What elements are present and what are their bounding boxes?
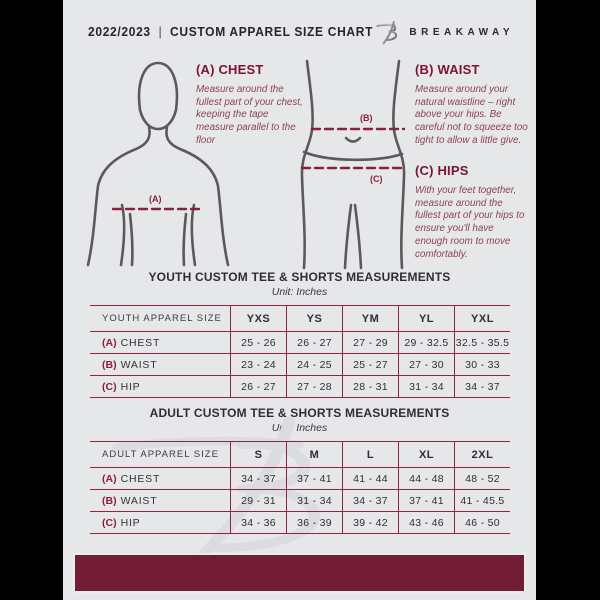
size-chart-page [63,0,536,600]
size-column-header: XL [398,441,454,467]
row-label-text: HIP [120,516,141,529]
adult-table-unit: Unit: Inches [271,422,328,434]
hips-line-label: (C) [370,174,383,184]
measurement-value: 27 - 28 [286,375,342,397]
chest-instruction-body: Measure around the fullest part of your chest, keeping the tape measure parallel to the floor [196,84,303,146]
measurement-value: 26 - 27 [230,375,286,397]
hips-instruction-heading: (C) HIPS [415,163,469,178]
size-column-header: YXL [454,305,510,331]
measurement-value: 37 - 41 [398,489,454,511]
hips-instruction [415,163,529,261]
row-label-text: WAIST [120,494,158,507]
measurement-value: 34 - 36 [230,511,286,533]
row-label [90,353,230,375]
row-label-text: HIP [120,380,141,393]
measurement-value: 34 - 37 [230,467,286,489]
chest-line-label: (A) [149,194,162,204]
size-column-header: S [230,441,286,467]
youth-size-col-header: YOUTH APPAREL SIZE [90,305,230,331]
youth-table-title: YOUTH CUSTOM TEE & SHORTS MEASUREMENTS [148,270,451,284]
measurement-value: 46 - 50 [454,511,510,533]
waist-line-label: (B) [360,113,373,123]
measurement-value: 31 - 34 [286,489,342,511]
adult-table-title: ADULT CUSTOM TEE & SHORTS MEASUREMENTS [149,406,450,420]
measurement-value: 34 - 37 [342,489,398,511]
measurement-value: 41 - 44 [342,467,398,489]
row-label-text: CHEST [120,472,161,485]
measurement-value: 25 - 26 [230,331,286,353]
measurement-value: 23 - 24 [230,353,286,375]
measurement-value: 26 - 27 [286,331,342,353]
page-title [88,24,373,39]
lower-body-figure-icon [288,58,418,270]
size-column-header: YS [286,305,342,331]
row-label [90,489,230,511]
row-label [90,467,230,489]
measurement-value: 25 - 27 [342,353,398,375]
brand-lockup [375,19,514,46]
measurement-value: 30 - 33 [454,353,510,375]
measurement-value: 44 - 48 [398,467,454,489]
waist-instruction-body: Measure around your natural waistline – right above your hips. Be careful not to squeeze too tight to allow a little give. [415,84,528,146]
row-label-prefix: (A) [102,472,117,485]
brand-name: BREAKAWAY [409,27,514,38]
size-column-header: YXS [230,305,286,331]
size-column-header: YL [398,305,454,331]
row-label [90,511,230,533]
row-label-text: CHEST [120,336,161,349]
measurement-value: 37 - 41 [286,467,342,489]
chest-instruction-heading: (A) CHEST [196,62,264,77]
row-label-prefix: (A) [102,336,117,349]
measurement-value: 43 - 46 [398,511,454,533]
measurement-value: 48 - 52 [454,467,510,489]
header-divider: | [158,24,163,39]
measurement-value: 27 - 29 [342,331,398,353]
measurement-value: 36 - 39 [286,511,342,533]
row-label-prefix: (B) [102,494,117,507]
row-label-text: WAIST [120,358,158,371]
measurement-value: 29 - 32.5 [398,331,454,353]
measurement-value: 31 - 34 [398,375,454,397]
row-label-prefix: (C) [102,516,117,529]
breakaway-b-logo-icon [375,19,402,46]
size-column-header: M [286,441,342,467]
row-label [90,375,230,397]
row-label [90,331,230,353]
footer-bar [73,553,526,593]
header-title-text: CUSTOM APPAREL SIZE CHART [170,24,374,39]
size-column-header: L [342,441,398,467]
header-year: 2022/2023 [88,24,151,39]
measurement-value: 32.5 - 35.5 [454,331,510,353]
measurement-value: 34 - 37 [454,375,510,397]
measurement-value: 24 - 25 [286,353,342,375]
measurement-value: 39 - 42 [342,511,398,533]
waist-instruction-heading: (B) WAIST [415,62,480,77]
youth-measurements-table [90,305,510,398]
measurement-value: 29 - 31 [230,489,286,511]
adult-size-col-header: ADULT APPAREL SIZE [90,441,230,467]
adult-measurements-table [90,441,510,534]
measurement-value: 27 - 30 [398,353,454,375]
youth-table-unit: Unit: Inches [271,286,328,298]
row-label-prefix: (C) [102,380,117,393]
chest-instruction [196,62,304,148]
hips-instruction-body: With your feet together, measure around the fullest part of your hips to ensure you'll have enough room to move comfortably. [415,185,525,260]
measurement-value: 41 - 45.5 [454,489,510,511]
measurement-value: 28 - 31 [342,375,398,397]
size-column-header: YM [342,305,398,331]
size-column-header: 2XL [454,441,510,467]
waist-instruction [415,62,529,148]
row-label-prefix: (B) [102,358,117,371]
